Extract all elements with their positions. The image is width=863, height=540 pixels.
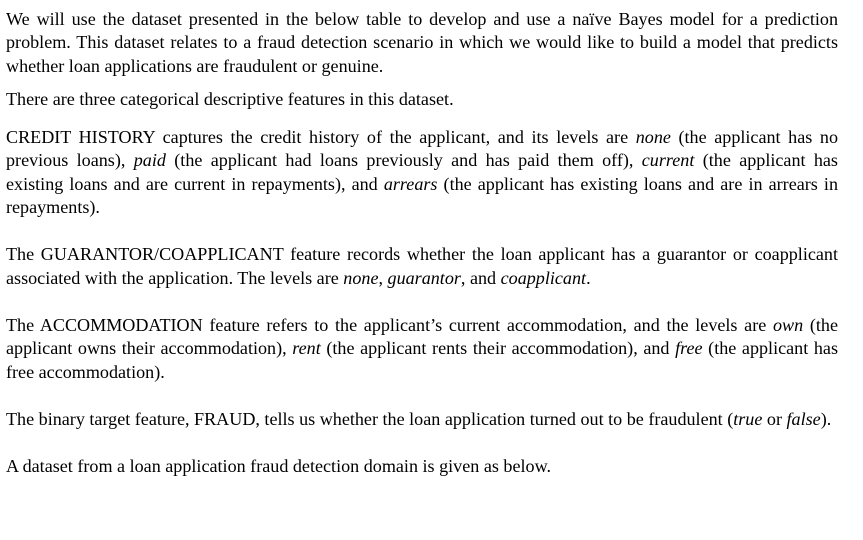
- level-term: own: [772, 314, 804, 335]
- text-segment: ,: [378, 267, 388, 288]
- level-term: guarantor: [387, 267, 461, 288]
- text-segment: (the applicant had loans previously and has paid them off),: [165, 150, 642, 171]
- paragraph-intro: [6, 8, 838, 78]
- level-term: free: [675, 338, 703, 359]
- level-term: none: [343, 267, 379, 288]
- text-segment: (the applicant owns their accommodation),: [6, 314, 838, 359]
- text-segment: There are three categorical descriptive features in this dataset.: [6, 88, 454, 109]
- paragraph-accommodation: [6, 314, 838, 384]
- paragraph-features-overview: [6, 88, 838, 111]
- level-term: current: [641, 150, 695, 171]
- text-segment: (the applicant has no previous loans),: [6, 127, 838, 171]
- text-segment: , and: [460, 267, 501, 288]
- level-term: paid: [133, 150, 166, 171]
- text-segment: ).: [820, 408, 832, 429]
- level-term: coapplicant: [500, 267, 587, 288]
- text-segment: (the applicant has free accommodation).: [6, 338, 838, 382]
- text-segment: (the applicant has existing loans and are current in repayments), and: [6, 150, 838, 194]
- text-segment: (the applicant rents their accommodation), and: [320, 338, 676, 359]
- level-term: rent: [292, 338, 321, 359]
- document-body: [6, 8, 838, 478]
- paragraph-target-feature: [6, 408, 838, 431]
- level-term: arrears: [383, 173, 438, 194]
- paragraph-guarantor: [6, 243, 838, 290]
- text-segment: The GUARANTOR/COAPPLICANT feature records whether the loan applicant has a guarantor or coapplicant associated with the application. The levels are: [6, 244, 838, 288]
- text-segment: .: [586, 267, 591, 288]
- text-segment: or: [762, 408, 787, 429]
- text-segment: CREDIT HISTORY captures the credit history of the applicant, and its levels are: [6, 127, 636, 148]
- text-segment: The binary target feature, FRAUD, tells us whether the loan application turned out to be fraudulent (: [6, 408, 734, 429]
- text-segment: (the applicant has existing loans and are in arrears in repayments).: [6, 173, 838, 218]
- text-segment: The ACCOMMODATION feature refers to the applicant’s current accommodation, and the levels are: [6, 314, 773, 335]
- level-term: true: [733, 408, 763, 429]
- text-segment: A dataset from a loan application fraud detection domain is given as below.: [6, 456, 551, 477]
- level-term: false: [786, 408, 821, 429]
- paragraph-dataset-intro: [6, 455, 838, 478]
- level-term: none: [635, 127, 671, 148]
- paragraph-credit-history: [6, 126, 838, 219]
- text-segment: We will use the dataset presented in the below table to develop and use a naïve Bayes model for a prediction problem. This dataset relates to a fraud detection scenario in which we would like to build a model that predicts whether loan applications are fraudulent or genuine.: [6, 9, 838, 76]
